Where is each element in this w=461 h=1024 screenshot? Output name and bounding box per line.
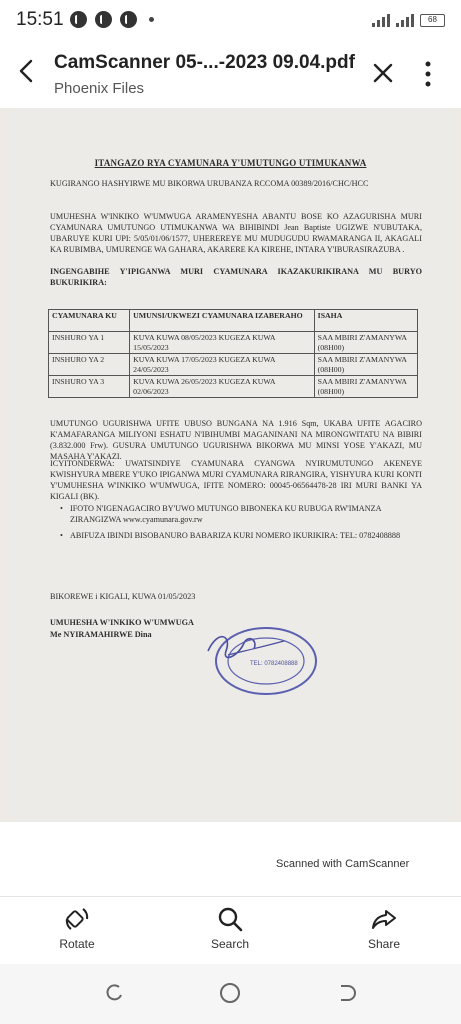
back-arrow-icon [12,56,42,86]
doc-paragraph: KUGIRANGO HASHYIRWE MU BIKORWA URUBANZA RCCOMA 00389/2016/CHC/HCC [50,179,369,188]
auction-schedule-table [48,309,418,398]
table-header: CYAMUNARA KU [49,310,130,332]
close-icon [370,60,396,86]
battery-icon: 68 [420,14,445,27]
back-nav-icon [336,982,358,1004]
table-cell: SAA MBIRI Z'AMANYWA (08H00) [314,376,417,398]
notification-app-icon [95,11,112,28]
list-item: • IFOTO N'IGENAGACIRO BY'UWO MUTUNGO BIBONEKA KU RUBUGA RW'IMANZA ZIRANGIZWA www.cyamunara.gov.rw [70,503,422,525]
table-header: UMUNSI/UKWEZI CYAMUNARA IZABERAHO [130,310,315,332]
doc-paragraph: INGENGABIHE Y'IPIGANWA MURI CYAMUNARA IKAZAKURIKIRANA MU BURYO BUKURIKIRA: [50,267,422,287]
notification-app-icon [70,11,87,28]
signal-icon [372,13,390,27]
table-cell: KUVA KUWA 26/05/2023 KUGEZA KUWA 02/06/2023 [130,376,315,398]
table-header-row [49,310,418,332]
rotate-label: Rotate [59,937,95,951]
system-icons [372,13,445,27]
app-bar [0,40,461,108]
recents-icon [104,982,126,1004]
doc-heading: ITANGAZO RYA CYAMUNARA Y'UMUTUNGO UTIMUKANWA [94,158,367,168]
signal-icon [396,13,414,27]
file-title: CamScanner 05-...-2023 09.04.pdf [54,52,355,73]
more-vertical-icon [418,60,438,88]
list-item: • ABIFUZA IBINDI BISOBANURO BABARIZA KURI NOMERO IKURIKIRA: TEL: 0782408888 [70,530,422,541]
doc-date-line: BIKOREWE i KIGALI, KUWA 01/05/2023 [50,592,196,601]
table-cell: INSHURO YA 2 [49,354,130,376]
rotate-button[interactable] [37,905,117,951]
scanned-band [0,822,461,890]
home-button[interactable] [219,982,241,1009]
document-page [8,108,453,822]
table-cell: KUVA KUWA 17/05/2023 KUGEZA KUWA 24/05/2023 [130,354,315,376]
table-row [49,354,418,376]
search-label: Search [210,937,250,951]
scanned-watermark: Scanned with CamScanner [276,858,410,870]
table-cell: SAA MBIRI Z'AMANYWA (08H00) [314,354,417,376]
share-button[interactable] [344,905,424,951]
table-cell: KUVA KUWA 08/05/2023 KUGEZA KUWA 15/05/2023 [130,332,315,354]
share-label: Share [367,937,401,951]
system-nav-bar [0,964,461,1024]
file-source: Phoenix Files [54,80,145,97]
more-options-button[interactable] [418,60,438,88]
doc-bullet-list [70,503,422,546]
stamp-tel: TEL: 0782408888 [250,661,298,667]
document-viewer[interactable] [0,108,461,822]
official-stamp-icon [204,621,320,697]
table-cell: INSHURO YA 3 [49,376,130,398]
recents-button[interactable] [104,982,126,1009]
table-cell: INSHURO YA 1 [49,332,130,354]
more-notifications-dot-icon [149,17,154,22]
notification-icons [70,11,154,28]
notification-app-icon [120,11,137,28]
bottom-toolbar [0,896,461,964]
home-icon [219,982,241,1004]
signatory-name: Me NYIRAMAHIRWE Dina [50,630,152,639]
table-header: ISAHA [314,310,417,332]
close-button[interactable] [370,60,396,86]
search-icon [216,905,244,933]
rotate-icon [63,905,91,933]
table-cell: SAA MBIRI Z'AMANYWA (08H00) [314,332,417,354]
back-nav-button[interactable] [336,982,358,1009]
status-time: 15:51 [16,9,64,30]
table-row [49,332,418,354]
table-row [49,376,418,398]
back-button[interactable] [12,56,42,86]
signatory-title: UMUHESHA W'INKIKO W'UMWUGA [50,618,194,627]
status-bar [0,0,461,40]
doc-paragraph: UMUTUNGO UGURISHWA UFITE UBUSO BUNGANA NA 1.916 Sqm, UKABA UFITE AGACIRO K'AMAFARANGA MILIYONI ESHATU N'IBIHUMBI MAGANINANI NA MIRONGWITATU NA BIBIRI (3.832.000 Frw). GUSURA UMUTUNGO UGURISHWA BIKORWA MU MINSI YOSE Y'AKAZI, MU MASAHA Y'AKAZI. [50,419,422,461]
share-icon [370,905,398,933]
doc-paragraph: ICYITONDERWA: UWATSINDIYE CYAMUNARA CYANGWA NYIRUMUTUNGO AKENEYE KWISHYURA MBERE Y'UKO IPIGANWA MURI CYAMUNARA RIRANGIRA, YISHYURA KURI KONTI Y'UMUHESHA W'INKIKO W'UMWUGA, IFITE NOMERO: 00045-06564478-28 IRI MURI BANKI YA KIGALI (BK). [50,459,422,501]
doc-paragraph: UMUHESHA W'INKIKO W'UMWUGA ARAMENYESHA ABANTU BOSE KO AZAGURISHA MURI CYAMUNARA UMUTUNGO UTIMUKANWA WA BIHIBINDI Jean Baptiste UGIZWE N'UBUTAKA, UBARUYE KURI UPI: 5/05/01/06/1577, UHEREREYE MU MUDUGUDU RWAMARANGA II, AKAGALI KA RUBIMBA, UMURENGE WA GAHARA, AKARERE KA KIREHE, INTARA Y'IBURASIRAZUBA . [50,212,422,254]
search-button[interactable] [190,905,270,951]
